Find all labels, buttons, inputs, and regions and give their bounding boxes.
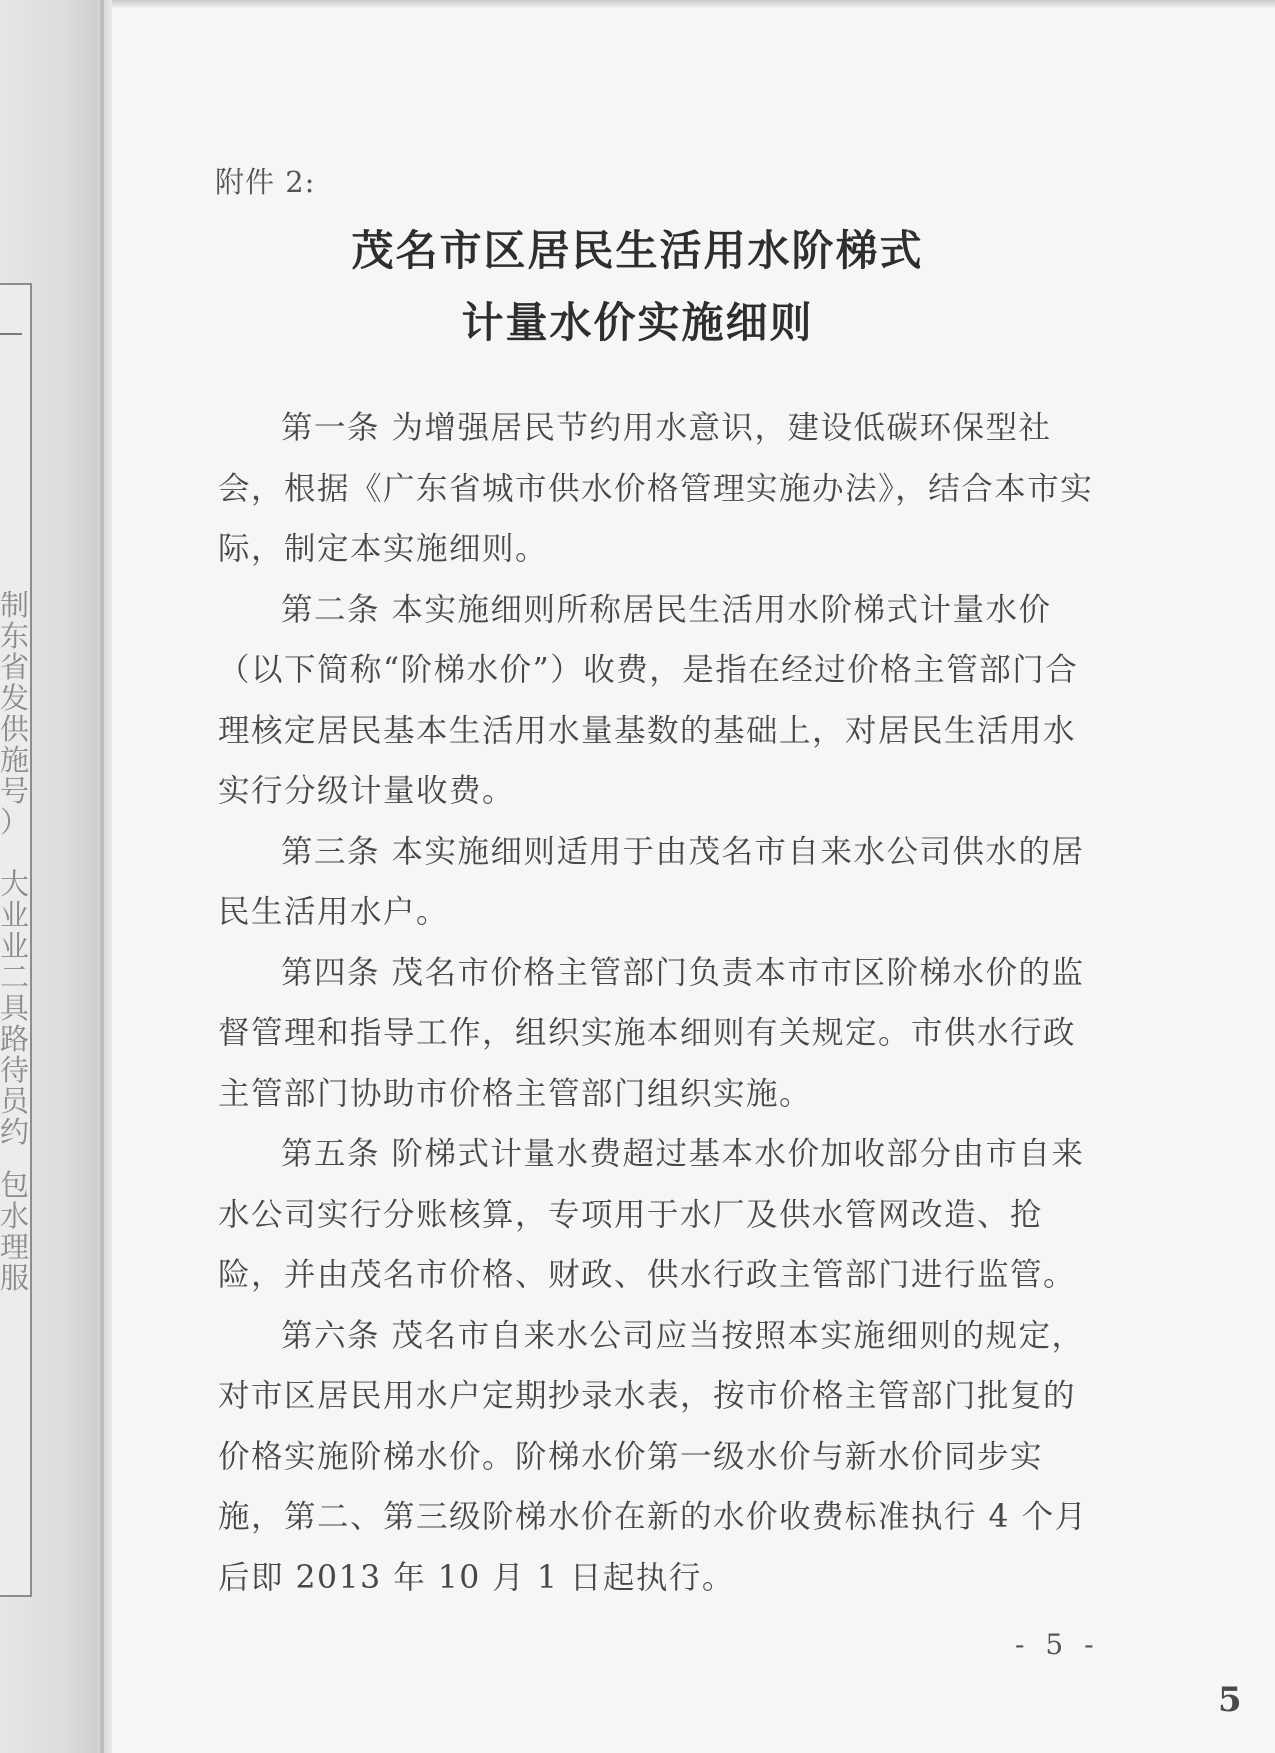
- article-2: 第二条 本实施细则所称居民生活用水阶梯式计量水价（以下简称“阶梯水价”）收费，是指在经过价格主管部门合理核定居民基本生活用水量基数的基础上，对居民生活用水实行分级计量收费。: [218, 591, 1079, 809]
- underlying-page-rule: [0, 333, 22, 335]
- page-top-edge: [80, 0, 1275, 8]
- article-4: 第四条 茂名市价格主管部门负责本市市区阶梯水价的监督管理和指导工作，组织实施本细则有关规定。市供水行政主管部门协助市价格主管部门组织实施。: [218, 954, 1085, 1112]
- page-number: - 5 -: [1015, 1628, 1100, 1661]
- document-title-line-2: 计量水价实施细则: [461, 298, 814, 347]
- attachment-label: 附件 2:: [215, 165, 316, 199]
- article-6: 第六条 茂名市自来水公司应当按照本实施细则的规定，对市区居民用水户定期抄录水表，按市价格主管部门批复的价格实施阶梯水价。阶梯水价第一级水价与新水价同步实施，第二、第三级阶梯水价在新的水价收费标准执行 4 个月后即 2013 年 10 月 1 日起执行。: [218, 1317, 1088, 1596]
- document-body: [218, 398, 1098, 1608]
- side-margin-fragment-1: 制 东 省 发 供 施 号 ） 大 业 业 二 具 路 待 员 约: [0, 590, 30, 1148]
- page-stamp-number: 5: [1218, 1680, 1242, 1720]
- article-5: 第五条 阶梯式计量水费超过基本水价加收部分由市自来水公司实行分账核算，专项用于水厂及供水管网改造、抢险，并由茂名市价格、财政、供水行政主管部门进行监管。: [218, 1136, 1085, 1293]
- article-1: 第一条 为增强居民节约用水意识，建设低碳环保型社会，根据《广东省城市供水价格管理实施办法》，结合本市实际，制定本实施细则。: [218, 410, 1094, 567]
- side-margin-fragment-2: 包 水 理 服: [0, 1170, 30, 1294]
- document-title-line-1: 茂名市区居民生活用水阶梯式: [351, 226, 924, 275]
- article-3: 第三条 本实施细则适用于由茂名市自来水公司供水的居民生活用水户。: [218, 833, 1085, 930]
